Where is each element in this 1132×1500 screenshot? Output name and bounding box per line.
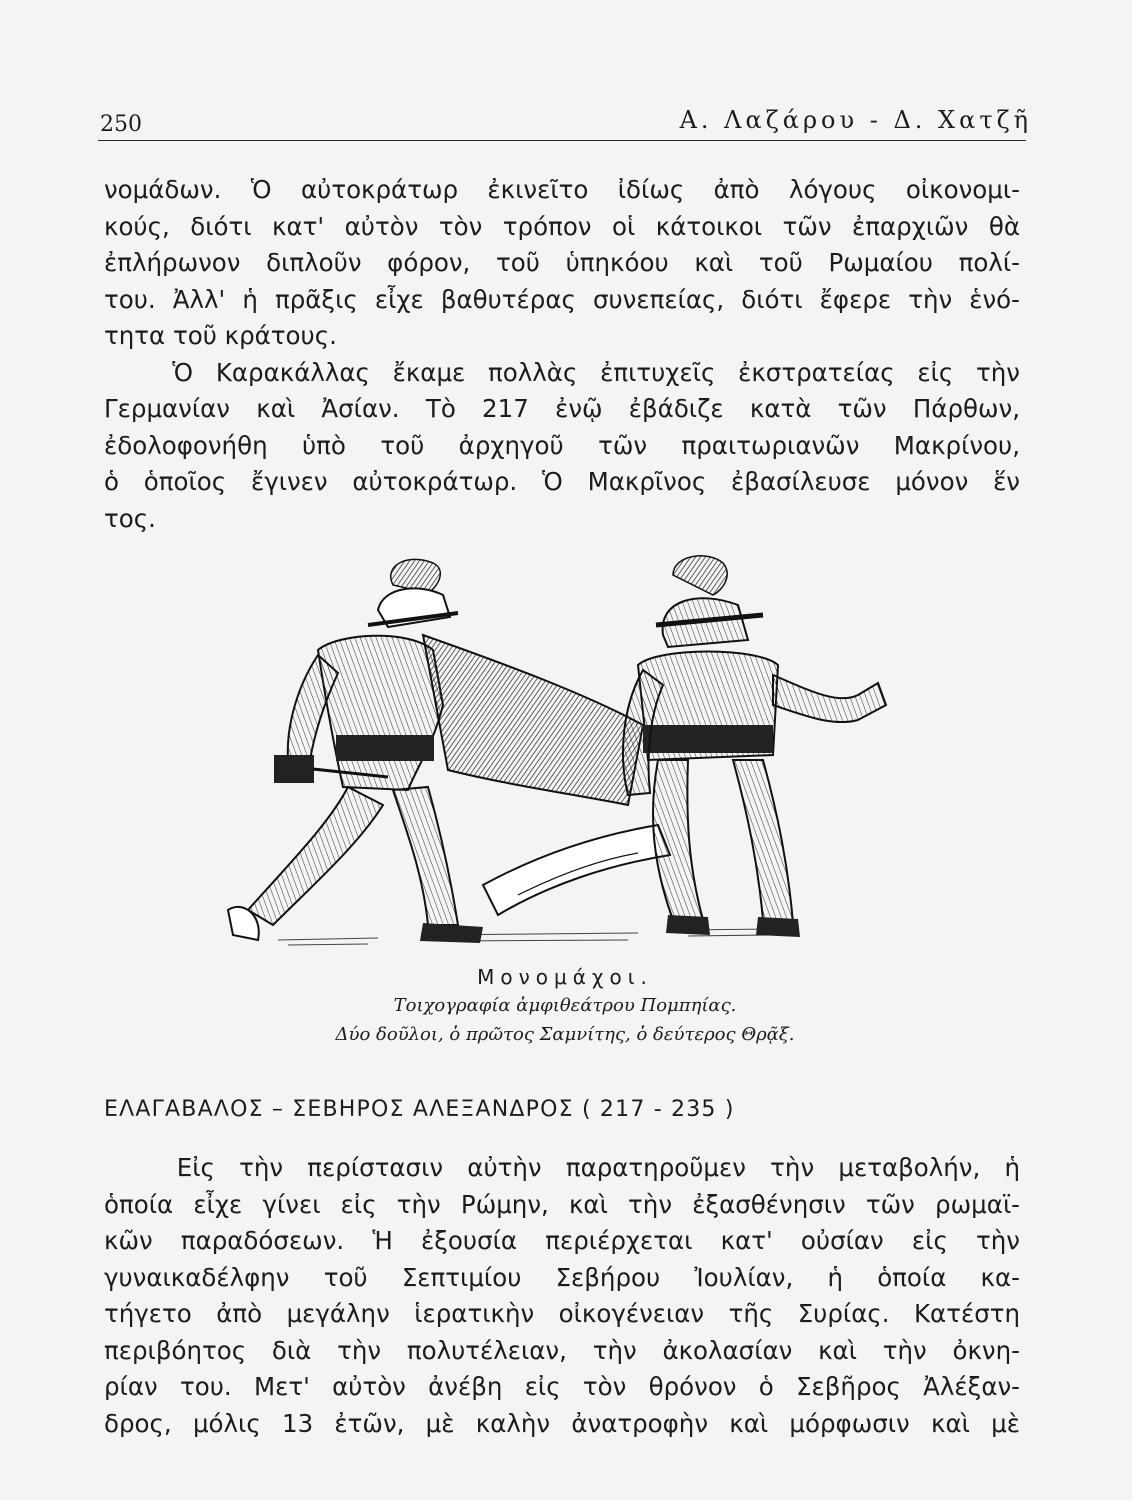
text-line: ὁποία εἶχε γίνει εἰς τὴν Ρώμην, καὶ τὴν ἐξασθένησιν τῶν ρωμαϊ- <box>104 1189 1020 1219</box>
running-head: Α. Λαζάρου - Δ. Χατζῆ <box>679 106 1032 134</box>
text-line: τήγετο ἀπὸ μεγάλην ἱερατικὴν οἰκογένειαν τῆς Συρίας. Κατέστη <box>104 1299 1020 1328</box>
figure-caption-line-1: Τοιχογραφία ἀμφιθεάτρου Πομπηίας. <box>393 995 737 1016</box>
text-line: δρος, μόλις 13 ἐτῶν, μὲ καλὴν ἀνατροφὴν καὶ μόρφωσιν καὶ μὲ <box>104 1408 1020 1438</box>
samnite-gladiator <box>228 559 643 943</box>
thracian-gladiator <box>623 556 886 937</box>
text-line: τητα τοῦ κράτους. <box>104 321 337 350</box>
text-line: ἐδολοφονήθη ὑπὸ τοῦ ἀρχηγοῦ τῶν πραιτωριανῶν Μακρίνου, <box>104 430 1020 460</box>
text-line: κῶν παραδόσεων. Ἡ ἐξουσία περιέρχεται κατ' οὐσίαν εἰς τὴν <box>104 1226 1020 1255</box>
figure-caption-line-2: Δύο δοῦλοι, ὁ πρῶτος Σαμνίτης, ὁ δεύτερος Θρᾷξ. <box>335 1024 795 1045</box>
text-line: κούς, διότι κατ' αὐτὸν τὸν τρόπον οἱ κάτοικοι τῶν ἐπαρχιῶν θὰ <box>104 211 1020 241</box>
text-line: περιβόητος διὰ τὴν πολυτέλειαν, τὴν ἀκολασίαν καὶ τὴν ὀκνη- <box>104 1335 1020 1365</box>
paragraph-2 <box>104 1150 1020 1442</box>
text-line: ἐπλήρωνον διπλοῦν φόρον, τοῦ ὑπηκόου καὶ τοῦ Ρωμαίου πολί- <box>104 248 1020 277</box>
text-line: Ὁ Καρακάλλας ἔκαμε πολλὰς ἐπιτυχεῖς ἐκστρατείας εἰς τὴν <box>104 357 1020 387</box>
text-line: Εἰς τὴν περίστασιν αὐτὴν παρατηροῦμεν τὴν μεταβολήν, ἡ <box>104 1153 1020 1182</box>
page-number: 250 <box>100 112 142 137</box>
text-line: νομάδων. Ὁ αὐτοκράτωρ ἐκινεῖτο ἰδίως ἀπὸ λόγους οἰκονομι- <box>104 175 1020 204</box>
text-line: ρίαν του. Μετ' αὐτὸν ἀνέβη εἰς τὸν θρόνον ὁ Σεβῆρος Ἀλέξαν- <box>104 1372 1020 1401</box>
text-line: τος. <box>104 503 156 533</box>
section-heading: ΕΛΑΓΑΒΑΛΟΣ – ΣΕΒΗΡΟΣ ΑΛΕΞΑΝΔΡΟΣ ( 217 - 235 ) <box>104 1097 735 1122</box>
gladiators-illustration <box>218 555 908 955</box>
text-line: Γερμανίαν καὶ Ἀσίαν. Τὸ 217 ἐνῷ ἐβάδιζε κατὰ τῶν Πάρθων, <box>104 394 1020 423</box>
text-line: του. Ἀλλ' ἡ πρᾶξις εἶχε βαθυτέρας συνεπείας, διότι ἔφερε τὴν ἑνό- <box>104 284 1020 314</box>
fallen-shield <box>483 825 670 915</box>
header-rule <box>98 140 1026 141</box>
text-line: ὁ ὁποῖος ἔγινεν αὐτοκράτωρ. Ὁ Μακρῖνος ἐβασίλευσε μόνον ἕν <box>104 467 1020 496</box>
figure-title: Μονομάχοι. <box>477 965 653 989</box>
paragraph-1 <box>104 172 1020 537</box>
text-line: γυναικαδέλφην τοῦ Σεπτιμίου Σεβήρου Ἰουλίαν, ἡ ὁποία κα- <box>104 1262 1020 1292</box>
